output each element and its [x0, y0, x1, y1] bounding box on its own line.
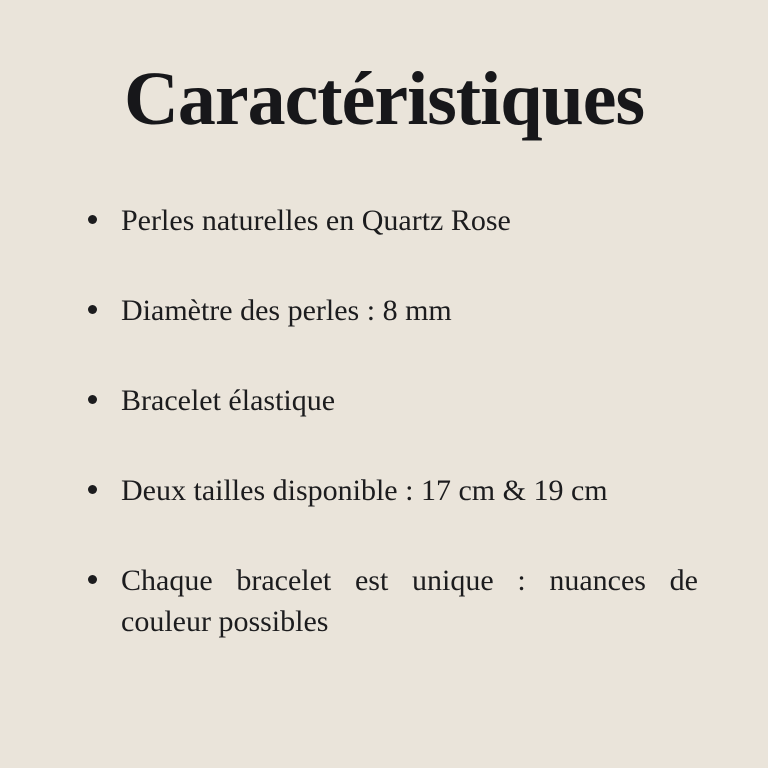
list-item	[88, 380, 698, 421]
feature-text-elastic: Bracelet élastique	[121, 383, 336, 417]
bullet-icon	[88, 575, 97, 584]
feature-text-sizes: Deux tailles disponible : 17 cm & 19 cm	[121, 473, 608, 507]
feature-text-material: Perles naturelles en Quartz Rose	[121, 203, 511, 237]
bullet-icon	[88, 485, 97, 494]
feature-text-diameter: Diamètre des perles : 8 mm	[121, 293, 452, 327]
bullet-icon	[88, 215, 97, 224]
feature-text-unique: Chaque bracelet est unique : nuances de couleur possibles	[121, 563, 698, 638]
list-item	[88, 200, 698, 241]
list-item	[88, 290, 698, 331]
bullet-icon	[88, 305, 97, 314]
feature-list	[88, 200, 698, 642]
list-item	[88, 560, 698, 642]
bullet-icon	[88, 395, 97, 404]
list-item	[88, 470, 698, 511]
page-title: Caractéristiques	[123, 57, 645, 141]
